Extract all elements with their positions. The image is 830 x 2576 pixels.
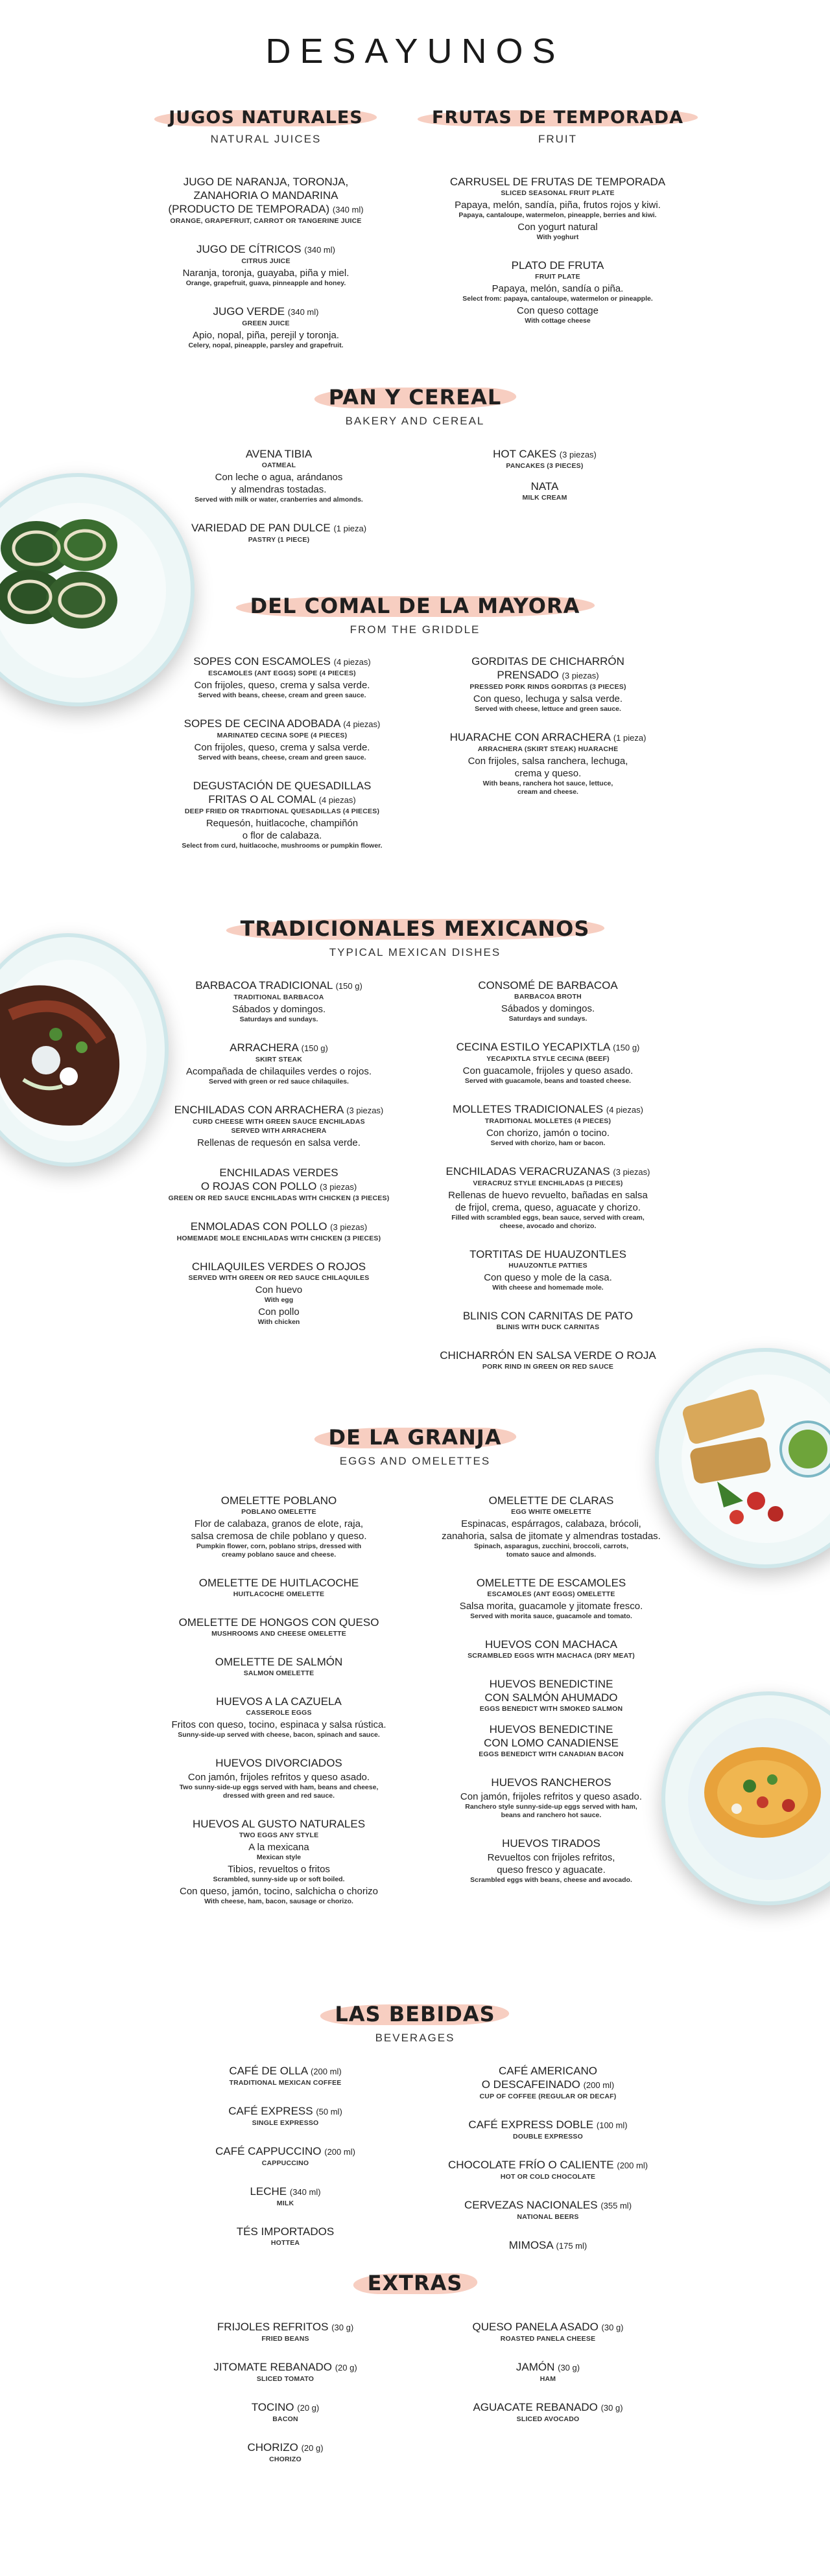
bakery-heading <box>220 382 610 428</box>
traditional-left-list <box>162 979 396 1343</box>
menu-item: ENCHILADAS CON ARRACHERA (3 piezas) CURD CHEESE WITH GREEN SAUCE ENCHILADAS SERVED WITH ARRACHERA Rellenas de requesón en salsa verde. <box>174 1104 384 1148</box>
beverages-heading <box>253 1999 577 2045</box>
traditional-subtitle: TYPICAL MEXICAN DISHES <box>329 946 501 958</box>
menu-item: HUEVOS BENEDICTINE CON LOMO CANADIENSE EGGS BENEDICT WITH CANADIAN BACON <box>479 1723 624 1758</box>
menu-item: CAFÉ AMERICANO O DESCAFEINADO (200 ml) CUP OF COFFEE (REGULAR OR DECAF) <box>479 2065 617 2100</box>
menu-item: CONSOMÉ DE BARBACOA BARBACOA BROTH Sábados y domingos. Saturdays and sundays. <box>478 979 618 1023</box>
menu-item: JAMÓN (30 g) HAM <box>516 2361 580 2383</box>
menu-item: OMELETTE DE SALMÓN SALMON OMELETTE <box>215 1656 343 1677</box>
menu-item: BLINIS CON CARNITAS DE PATO BLINIS WITH DUCK CARNITAS <box>462 1310 634 1331</box>
bakery-title: PAN Y CEREAL <box>314 382 516 412</box>
enmoladas-plate-image <box>0 933 169 1166</box>
menu-item: MOLLETES TRADICIONALES (4 piezas) TRADITIONAL MOLLETES (4 PIECES) Con chorizo, jamón o tocino. Served with chorizo, ham or bacon. <box>453 1103 643 1147</box>
menu-item: DEGUSTACIÓN DE QUESADILLAS FRITAS O AL COMAL (4 piezas) DEEP FRIED OR TRADITIONAL QUESADILLAS (4 PIECES) Requesón, huitlacoche, champiñón o flor de calabaza. Select from curd, huitlacoche, mushrooms or pumpkin flower. <box>182 780 383 850</box>
menu-item: FRIJOLES REFRITOS (30 g) FRIED BEANS <box>217 2321 354 2343</box>
beverages-left-list <box>188 2064 383 2264</box>
fruit-heading <box>415 105 700 146</box>
menu-item: AGUACATE REBANADO (30 g) SLICED AVOCADO <box>473 2401 623 2423</box>
menu-item: JUGO DE CÍTRICOS (340 ml) CITRUS JUICE Naranja, toronja, guayaba, piña y miel. Orange, grapefruit, guava, pinneapple and honey. <box>182 243 350 287</box>
extras-heading <box>285 2268 545 2298</box>
menu-item: ARRACHERA (150 g) SKIRT STEAK Acompañada de chilaquiles verdes o rojos. Served with green or red sauce chilaquiles. <box>185 1041 372 1085</box>
bakery-right-list <box>447 447 642 519</box>
beverages-title: LAS BEBIDAS <box>320 1999 509 2029</box>
extras-left-list <box>188 2320 383 2481</box>
menu-item: JUGO VERDE (340 ml) GREEN JUICE Apio, nopal, piña, perejil y toronja. Celery, nopal, pineapple, parsley and grapefruit. <box>188 305 344 349</box>
bakery-left-list <box>175 447 383 561</box>
farm-right-list <box>421 1494 681 1901</box>
extras-title: EXTRAS <box>353 2268 477 2298</box>
menu-item: TORTITAS DE HUAUZONTLES HUAUZONTLE PATTIES Con queso y mole de la casa. With cheese and homemade mole. <box>469 1248 626 1292</box>
beverages-right-list <box>447 2064 648 2269</box>
menu-item: OMELETTE DE CLARAS EGG WHITE OMELETTE Espinacas, espárragos, calabaza, brócoli, zanahoria, salsa de jitomate y almendras tostadas. Spinach, asparagus, zucchini, broccoli, carrots, tomato sauce and almonds. <box>442 1494 661 1559</box>
menu-item: HUEVOS A LA CAZUELA CASSEROLE EGGS Fritos con queso, tocino, espinaca y salsa rústica. Sunny-side-up served with cheese, bacon, spinach and sauce. <box>171 1695 386 1739</box>
juices-heading <box>130 105 402 146</box>
menu-item: CECINA ESTILO YECAPIXTLA (150 g) YECAPIXTLA STYLE CECINA (BEEF) Con guacamole, frijoles y queso asado. Served with guacamole, beans and toasted cheese. <box>456 1041 640 1085</box>
menu-item: HUEVOS CON MACHACA SCRAMBLED EGGS WITH MACHACA (DRY MEAT) <box>468 1638 635 1660</box>
fruit-title: FRUTAS DE TEMPORADA <box>418 105 698 130</box>
menu-item: CHILAQUILES VERDES O ROJOS SERVED WITH GREEN OR RED SAUCE CHILAQUILES Con huevo With egg Con pollo With chicken <box>188 1260 370 1326</box>
menu-item: CARRUSEL DE FRUTAS DE TEMPORADA SLICED SEASONAL FRUIT PLATE Papaya, melón, sandía, piña, frutos rojos y kiwi. Papaya, cantaloupe, watermelon, pineapple, berries and kiwi. Con yogurt natural With yoghurt <box>449 176 666 241</box>
menu-item: QUESO PANELA ASADO (30 g) ROASTED PANELA CHEESE <box>472 2321 624 2343</box>
griddle-right-list <box>428 655 668 813</box>
menu-item: ENCHILADAS VERDES O ROJAS CON POLLO (3 piezas) GREEN OR RED SAUCE ENCHILADAS WITH CHICKEN (3 PIECES) <box>168 1166 390 1202</box>
menu-item: CAFÉ EXPRESS (50 ml) SINGLE EXPRESSO <box>228 2105 342 2127</box>
menu-item: AVENA TIBIA OATMEAL Con leche o agua, arándanos y almendras tostadas. Served with milk or water, cranberries and almonds. <box>195 448 363 504</box>
menu-item: CAFÉ EXPRESS DOBLE (100 ml) DOUBLE EXPRESSO <box>468 2118 628 2141</box>
griddle-subtitle: FROM THE GRIDDLE <box>350 623 480 636</box>
traditional-title: TRADICIONALES MEXICANOS <box>226 914 604 944</box>
menu-item: ENCHILADAS VERACRUZANAS (3 piezas) VERACRUZ STYLE ENCHILADAS (3 PIECES) Rellenas de huevo revuelto, bañadas en salsa de frijol, crema, queso, aguacate y chorizo. Filled with scrambled eggs, bean sauce, served with cream, cheese, avocado and chorizo. <box>445 1165 650 1230</box>
farm-title: DE LA GRANJA <box>314 1422 516 1452</box>
menu-item: VARIEDAD DE PAN DULCE (1 pieza) PASTRY (1 PIECE) <box>191 522 367 544</box>
menu-item: HUEVOS DIVORCIADOS Con jamón, frijoles refritos y queso asado. Two sunny-side-up eggs served with ham, beans and cheese, dressed with green and red sauce. <box>179 1757 379 1800</box>
fruit-list <box>428 175 687 342</box>
menu-item: SOPES DE CECINA ADOBADA (4 piezas) MARINATED CECINA SOPE (4 PIECES) Con frijoles, queso, crema y salsa verde. Served with beans, cheese, cream and green sauce. <box>184 717 381 761</box>
menu-item: CHICHARRÓN EN SALSA VERDE O ROJA PORK RIND IN GREEN OR RED SAUCE <box>440 1349 656 1371</box>
traditional-heading <box>188 914 642 959</box>
menu-item: GORDITAS DE CHICHARRÓN PRENSADO (3 piezas) PRESSED PORK RINDS GORDITAS (3 PIECES) Con queso, lechuga y salsa verde. Served with cheese, lettuce and green sauce. <box>469 655 626 713</box>
menu-item: CHORIZO (20 g) CHORIZO <box>247 2441 324 2463</box>
farm-subtitle: EGGS AND OMELETTES <box>339 1455 491 1467</box>
traditional-right-list <box>428 979 668 1388</box>
menu-item: CERVEZAS NACIONALES (355 ml) NATIONAL BEERS <box>464 2199 632 2221</box>
griddle-left-list <box>162 655 402 867</box>
menu-item: SOPES CON ESCAMOLES (4 piezas) ESCAMOLES (ANT EGGS) SOPE (4 PIECES) Con frijoles, queso, crema y salsa verde. Served with beans, cheese, cream and green sauce. <box>193 655 371 699</box>
menu-item: NATA MILK CREAM <box>522 480 567 502</box>
bakery-subtitle: BAKERY AND CEREAL <box>345 415 485 427</box>
menu-item: LECHE (340 ml) MILK <box>250 2185 321 2207</box>
menu-item: MIMOSA (175 ml) <box>508 2239 587 2251</box>
menu-item: CAFÉ CAPPUCCINO (200 ml) CAPPUCCINO <box>215 2145 355 2167</box>
menu-item: HUEVOS BENEDICTINE CON SALMÓN AHUMADO EGGS BENEDICT WITH SMOKED SALMON <box>479 1678 623 1713</box>
menu-item: HOT CAKES (3 piezas) PANCAKES (3 PIECES) <box>493 448 597 470</box>
griddle-title: DEL COMAL DE LA MAYORA <box>236 591 595 621</box>
menu-item: CHOCOLATE FRÍO O CALIENTE (200 ml) HOT OR COLD CHOCOLATE <box>447 2159 648 2181</box>
beverages-subtitle: BEVERAGES <box>375 2032 455 2044</box>
menu-item: OMELETTE DE ESCAMOLES ESCAMOLES (ANT EGGS) OMELETTE Salsa morita, guacamole y jitomate fresco. Served with morita sauce, guacamole and tomato. <box>459 1577 643 1620</box>
menu-item: HUEVOS RANCHEROS Con jamón, frijoles refritos y queso asado. Ranchero style sunny-side-up eggs served with ham, beans and ranchero hot sauce. <box>460 1776 643 1819</box>
juices-list <box>149 175 383 367</box>
menu-item: HUARACHE CON ARRACHERA (1 pieza) ARRACHERA (SKIRT STEAK) HUARACHE Con frijoles, salsa ranchera, lechuga, crema y queso. With beans, ranchera hot sauce, lettuce, cream and cheese. <box>449 731 646 796</box>
farm-left-list <box>156 1494 402 1923</box>
menu-item: TOCINO (20 g) BACON <box>251 2401 320 2423</box>
tacos-guacamole-plate-image <box>655 1348 830 1568</box>
menu-item: HUEVOS AL GUSTO NATURALES TWO EGGS ANY STYLE A la mexicana Mexican style Tibios, revueltos o fritos Scrambled, sunny-side up or soft boiled. Con queso, jamón, tocino, salchicha o chorizo With cheese, ham, bacon, sausage or chorizo. <box>179 1818 378 1905</box>
farm-heading <box>220 1422 610 1468</box>
omelette-plate-image <box>661 1691 830 1905</box>
menu-item: JITOMATE REBANADO (20 g) SLICED TOMATO <box>213 2361 357 2383</box>
menu-item: OMELETTE DE HUITLACOCHE HUITLACOCHE OMELETTE <box>198 1577 359 1598</box>
menu-item: CAFÉ DE OLLA (200 ml) TRADITIONAL MEXICAN COFFEE <box>229 2065 342 2087</box>
menu-item: HUEVOS TIRADOS Revueltos con frijoles refritos, queso fresco y aguacate. Scrambled eggs with beans, cheese and avocado. <box>470 1837 632 1884</box>
extras-right-list <box>447 2320 648 2441</box>
menu-item: BARBACOA TRADICIONAL (150 g) TRADITIONAL BARBACOA Sábados y domingos. Saturdays and sundays. <box>195 979 362 1023</box>
menu-item: OMELETTE DE HONGOS CON QUESO MUSHROOMS AND CHEESE OMELETTE <box>178 1616 379 1638</box>
menu-item: TÉS IMPORTADOS HOTTEA <box>236 2225 335 2247</box>
menu-item: ENMOLADAS CON POLLO (3 piezas) HOMEMADE MOLE ENCHILADAS WITH CHICKEN (3 PIECES) <box>176 1220 381 1242</box>
menu-item: PLATO DE FRUTA FRUIT PLATE Papaya, melón, sandía o piña. Select from: papaya, cantaloupe, watermelon or pineapple. Con queso cottage With cottage cheese <box>462 259 653 325</box>
juices-title: JUGOS NATURALES <box>154 105 377 130</box>
page-title: DESAYUNOS <box>265 32 565 71</box>
menu-item: OMELETTE POBLANO POBLANO OMELETTE Flor de calabaza, granos de elote, raja, salsa cremosa de chile poblano y queso. Pumpkin flower, corn, poblano strips, dressed with creamy poblano sauce and cheese. <box>191 1494 367 1559</box>
menu-item: JUGO DE NARANJA, TORONJA, ZANAHORIA O MANDARINA (PRODUCTO DE TEMPORADA) (340 ml) ORANGE, GRAPEFRUIT, CARROT OR TANGERINE JUICE <box>168 176 364 225</box>
griddle-heading <box>220 591 610 636</box>
juices-subtitle: NATURAL JUICES <box>210 133 322 145</box>
fruit-subtitle: FRUIT <box>538 133 578 145</box>
